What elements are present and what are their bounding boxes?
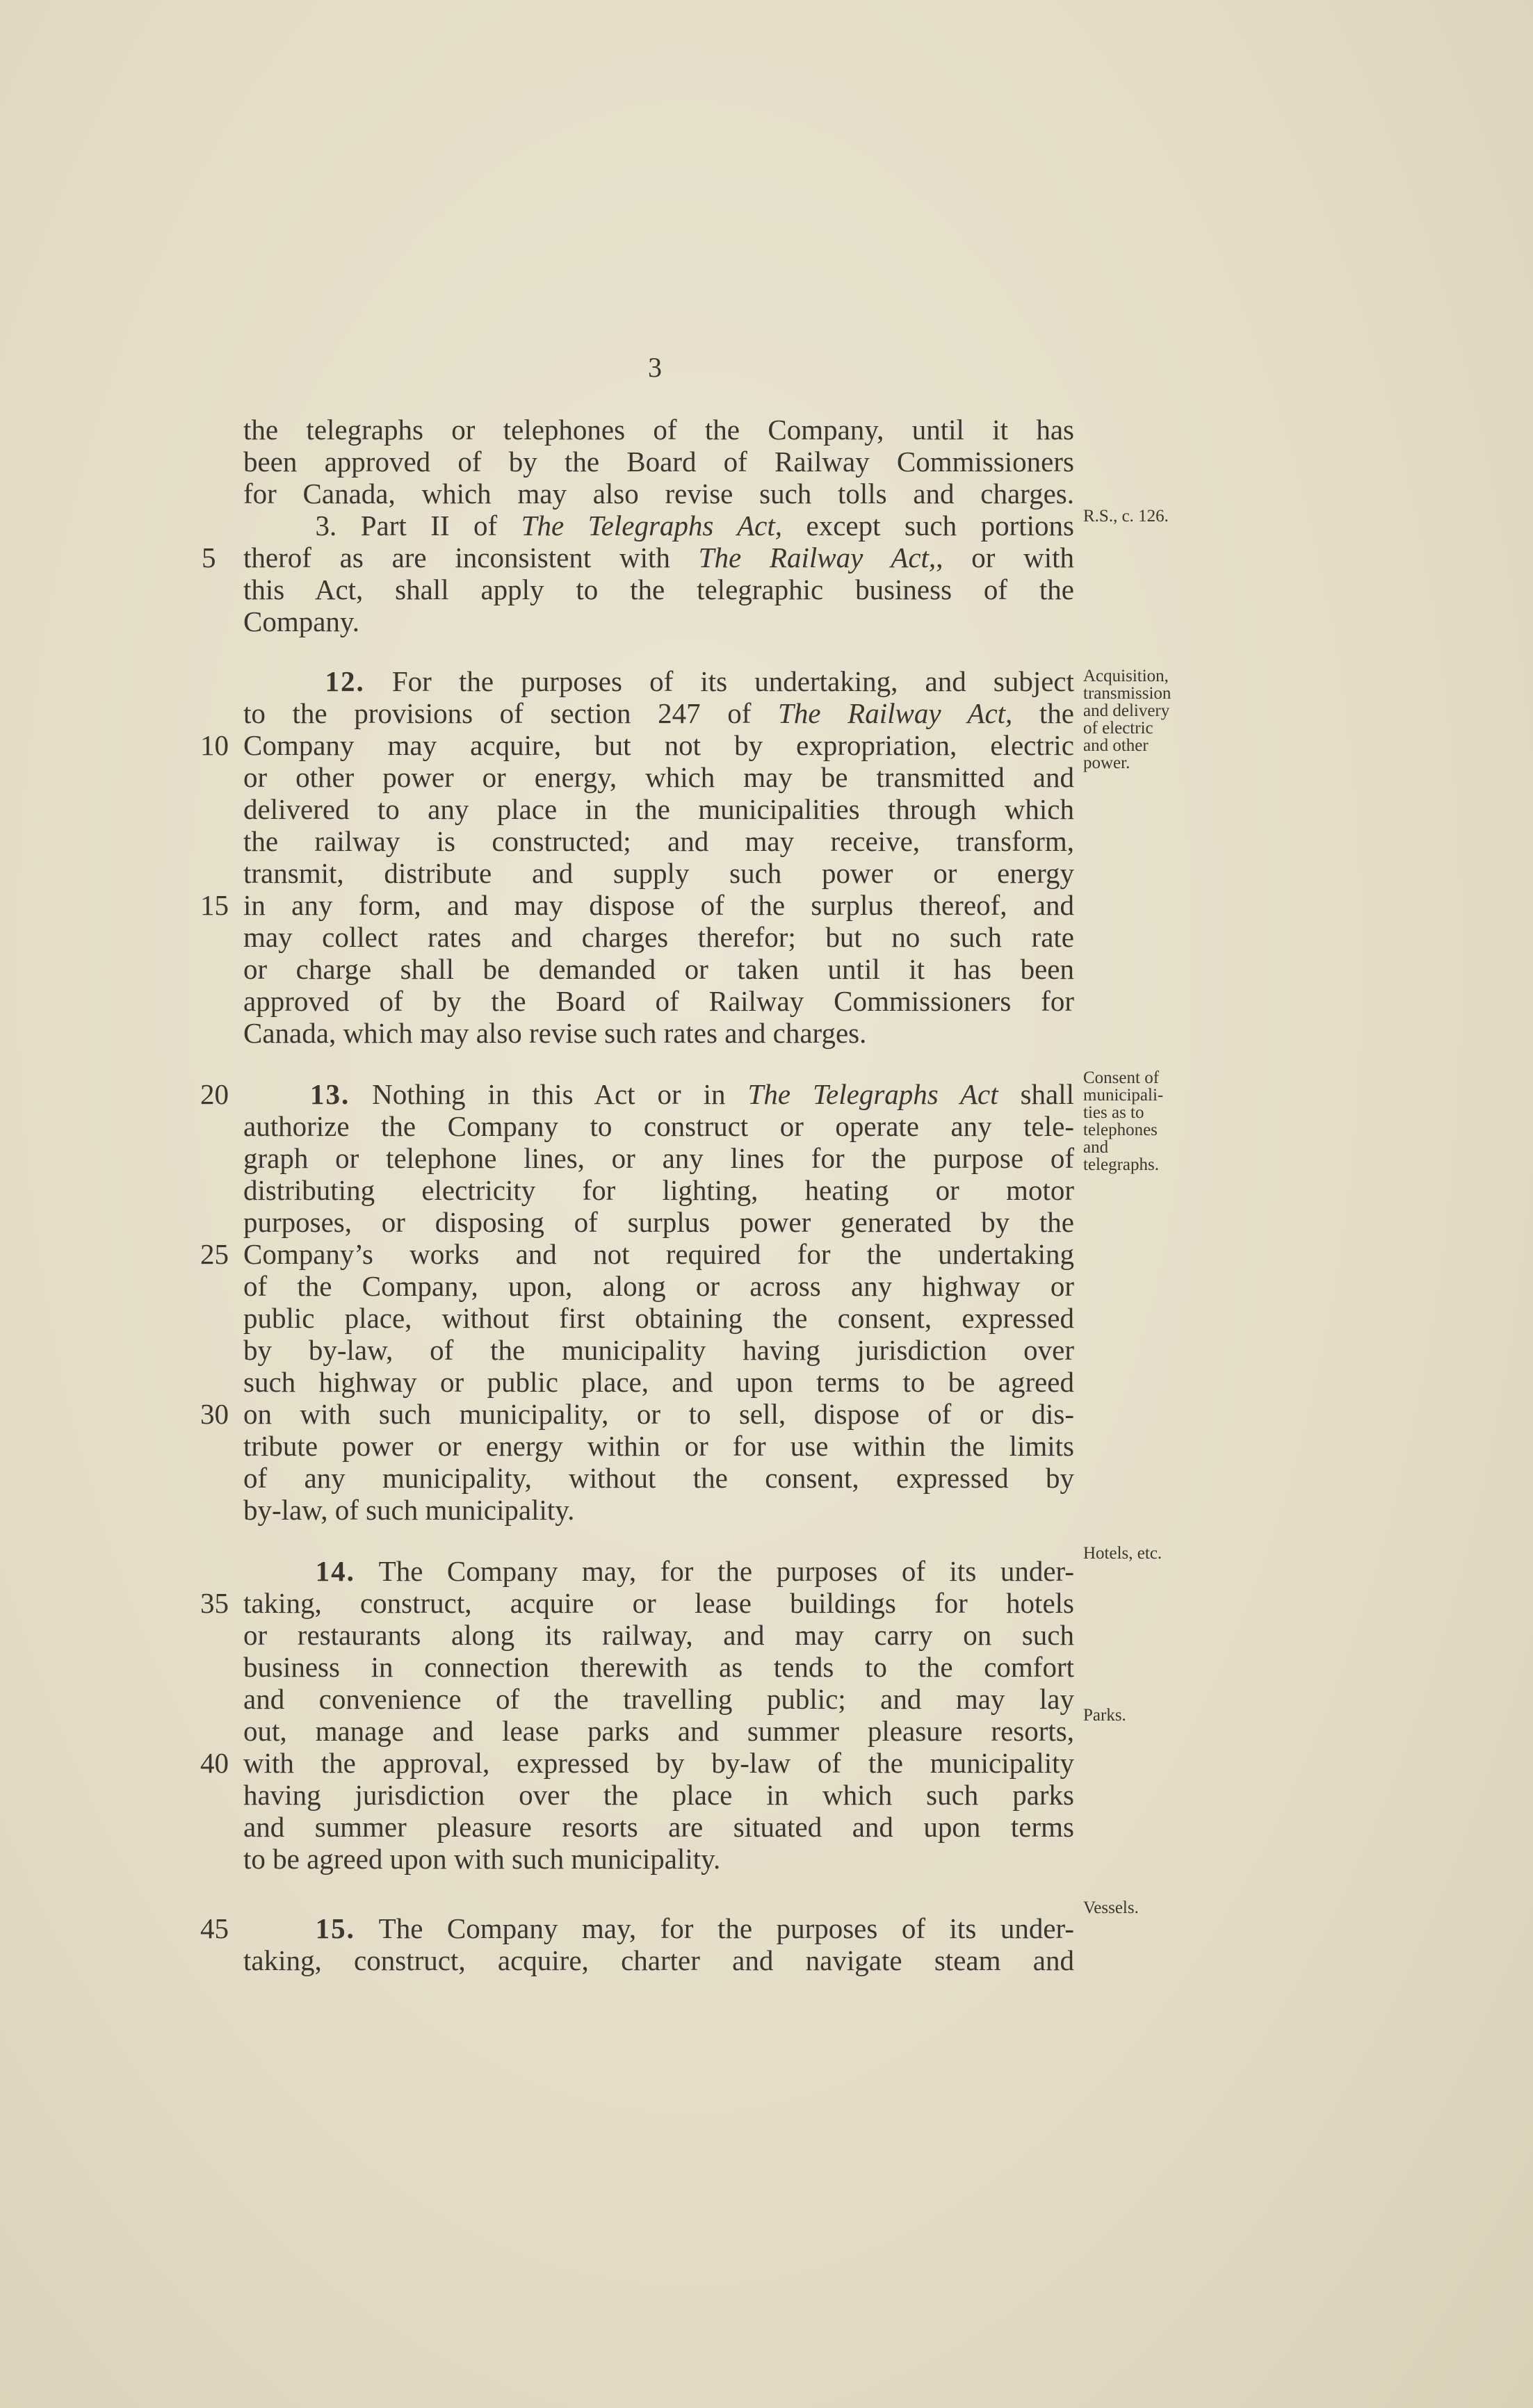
note-acquisition xyxy=(1083,667,1171,772)
margin-note-line: telephones xyxy=(1083,1121,1158,1139)
text-line: Canada, which may also revise such rates and charges. xyxy=(243,1017,867,1049)
text-line: 15. The Company may, for the purposes of its under- xyxy=(315,1912,1074,1944)
note-vessels xyxy=(1083,1899,1139,1917)
text-line: been approved of by the Board of Railway Commissioners xyxy=(243,446,1074,478)
text-line: public place, without first obtaining the consent, expressed xyxy=(243,1302,1074,1334)
note-hotels xyxy=(1083,1545,1162,1562)
text-line: 12. For the purposes of its undertaking, and subject xyxy=(325,665,1074,697)
text-line: for Canada, which may also revise such tolls and charges. xyxy=(243,478,1074,510)
line-number: 15 xyxy=(200,889,229,921)
text-line: having jurisdiction over the place in which such parks xyxy=(243,1779,1074,1811)
text-line: approved of by the Board of Railway Commissioners for xyxy=(243,985,1074,1017)
line-number: 35 xyxy=(200,1587,229,1619)
note-rs-c126 xyxy=(1083,507,1169,525)
text-line: of the Company, upon, along or across any highway or xyxy=(243,1270,1074,1302)
text-line: by-law, of such municipality. xyxy=(243,1494,575,1526)
text-line: authorize the Company to construct or operate any tele- xyxy=(243,1110,1074,1142)
margin-note-line: and other xyxy=(1083,736,1149,755)
line-number: 45 xyxy=(200,1912,229,1944)
text-line: such highway or public place, and upon terms to be agreed xyxy=(243,1366,1074,1398)
margin-note-line: R.S., c. 126. xyxy=(1083,507,1169,526)
text-line: transmit, distribute and supply such power or energy xyxy=(243,857,1074,889)
text-line: distributing electricity for lighting, heating or motor xyxy=(243,1174,1074,1206)
text-line: to the provisions of section 247 of The Railway Act, the xyxy=(243,697,1074,729)
page-number: 3 xyxy=(648,352,662,383)
text-line: or other power or energy, which may be transmitted and xyxy=(243,761,1074,793)
text-line: delivered to any place in the municipalities through which xyxy=(243,793,1074,825)
text-line: to be agreed upon with such municipality. xyxy=(243,1843,721,1875)
text-line: business in connection therewith as tends to the comfort xyxy=(243,1651,1074,1683)
margin-note-line: telegraphs. xyxy=(1083,1155,1159,1174)
margin-note-line: transmission xyxy=(1083,684,1171,703)
text-line: or restaurants along its railway, and may carry on such xyxy=(243,1619,1074,1651)
line-number: 40 xyxy=(200,1747,229,1779)
note-consent xyxy=(1083,1069,1163,1173)
text-line: therof as are inconsistent with The Railway Act,, or with xyxy=(243,542,1074,573)
text-line: graph or telephone lines, or any lines for the purpose of xyxy=(243,1142,1074,1174)
text-line: with the approval, expressed by by-law of the municipality xyxy=(243,1747,1074,1779)
text-line: the telegraphs or telephones of the Company, until it has xyxy=(243,414,1074,446)
text-line: on with such municipality, or to sell, dispose of or dis- xyxy=(243,1398,1074,1430)
text-line: the railway is constructed; and may receive, transform, xyxy=(243,825,1074,857)
margin-note-line: Vessels. xyxy=(1083,1898,1139,1917)
margin-note-line: Consent of xyxy=(1083,1068,1160,1087)
text-line: of any municipality, without the consent, expressed by xyxy=(243,1462,1074,1494)
text-line: out, manage and lease parks and summer pleasure resorts, xyxy=(243,1715,1074,1747)
margin-note-line: Parks. xyxy=(1083,1706,1126,1725)
line-number: 5 xyxy=(202,542,216,573)
text-line: purposes, or disposing of surplus power generated by the xyxy=(243,1206,1074,1238)
line-number: 25 xyxy=(200,1238,229,1270)
margin-note-line: power. xyxy=(1083,754,1130,772)
text-line: taking, construct, acquire or lease buildings for hotels xyxy=(243,1587,1074,1619)
text-line: this Act, shall apply to the telegraphic business of the xyxy=(243,573,1074,605)
margin-note-line: of electric xyxy=(1083,719,1153,738)
text-line: Company may acquire, but not by expropriation, electric xyxy=(243,729,1074,761)
text-line: 14. The Company may, for the purposes of its under- xyxy=(315,1555,1074,1587)
margin-note-line: Acquisition, xyxy=(1083,667,1169,685)
text-line: Company’s works and not required for the undertaking xyxy=(243,1238,1074,1270)
note-parks xyxy=(1083,1707,1126,1724)
line-number: 20 xyxy=(200,1078,229,1110)
margin-note-line: Hotels, etc. xyxy=(1083,1544,1162,1563)
text-line: 3. Part II of The Telegraphs Act, except such portions xyxy=(243,510,1074,542)
margin-note-line: and delivery xyxy=(1083,701,1170,720)
line-number: 30 xyxy=(200,1398,229,1430)
text-line: or charge shall be demanded or taken until it has been xyxy=(243,953,1074,985)
text-line: may collect rates and charges therefor; but no such rate xyxy=(243,921,1074,953)
text-line: in any form, and may dispose of the surplus thereof, and xyxy=(243,889,1074,921)
text-line: by by-law, of the municipality having jurisdiction over xyxy=(243,1334,1074,1366)
margin-note-line: municipali- xyxy=(1083,1086,1164,1105)
text-line: tribute power or energy within or for use within the limits xyxy=(243,1430,1074,1462)
text-line: Company. xyxy=(243,605,360,637)
text-line: and convenience of the travelling public; and may lay xyxy=(243,1683,1074,1715)
text-line: 13. Nothing in this Act or in The Telegraphs Act shall xyxy=(309,1078,1075,1110)
text-line: and summer pleasure resorts are situated and upon terms xyxy=(243,1811,1074,1843)
text-line: taking, construct, acquire, charter and navigate steam and xyxy=(243,1944,1074,1976)
margin-note-line: ties as to xyxy=(1083,1103,1144,1122)
line-number: 10 xyxy=(200,729,229,761)
margin-note-line: and xyxy=(1083,1138,1109,1157)
